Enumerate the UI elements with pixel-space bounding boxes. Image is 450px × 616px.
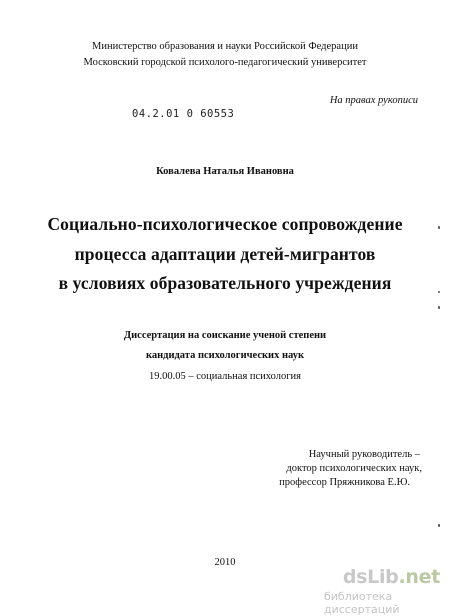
manuscript-note: На правах рукописи bbox=[329, 95, 418, 106]
scan-speck bbox=[438, 226, 440, 229]
dslib-caption: библиотека диссертаций bbox=[324, 590, 400, 616]
supervisor-name: профессор Пряжникова Е.Ю. bbox=[279, 477, 410, 488]
degree-line-1: Диссертация на соискание ученой степени bbox=[123, 330, 327, 341]
ministry-name: Министерство образования и науки Российской Федерации bbox=[92, 41, 358, 52]
stamp-number: 04.2.01 0 60553 bbox=[132, 108, 235, 120]
degree-line-2: кандидата психологических наук bbox=[145, 350, 305, 361]
logo-suffix: .net bbox=[398, 566, 440, 588]
supervisor-role: Научный руководитель – bbox=[308, 449, 420, 460]
title-line-3: в условиях образовательного учреждения bbox=[58, 273, 392, 293]
scan-speck bbox=[438, 291, 440, 293]
scan-speck bbox=[438, 524, 440, 527]
year: 2010 bbox=[214, 557, 236, 568]
title-line-2: процесса адаптации детей-мигрантов bbox=[74, 244, 376, 264]
author-name: Ковалева Наталья Ивановна bbox=[156, 166, 294, 177]
specialty-code: 19.00.05 – социальная психология bbox=[148, 371, 302, 382]
supervisor-degree: доктор психологических наук, bbox=[286, 463, 422, 474]
university-name: Московский городской психолого-педагогический университет bbox=[83, 57, 367, 68]
scan-speck bbox=[438, 306, 440, 309]
title-line-1: Социально-психологическое сопровождение bbox=[47, 214, 403, 234]
dslib-watermark-link[interactable] bbox=[324, 566, 444, 616]
logo-prefix: dsLib bbox=[342, 566, 399, 588]
dslib-logo bbox=[343, 566, 440, 588]
